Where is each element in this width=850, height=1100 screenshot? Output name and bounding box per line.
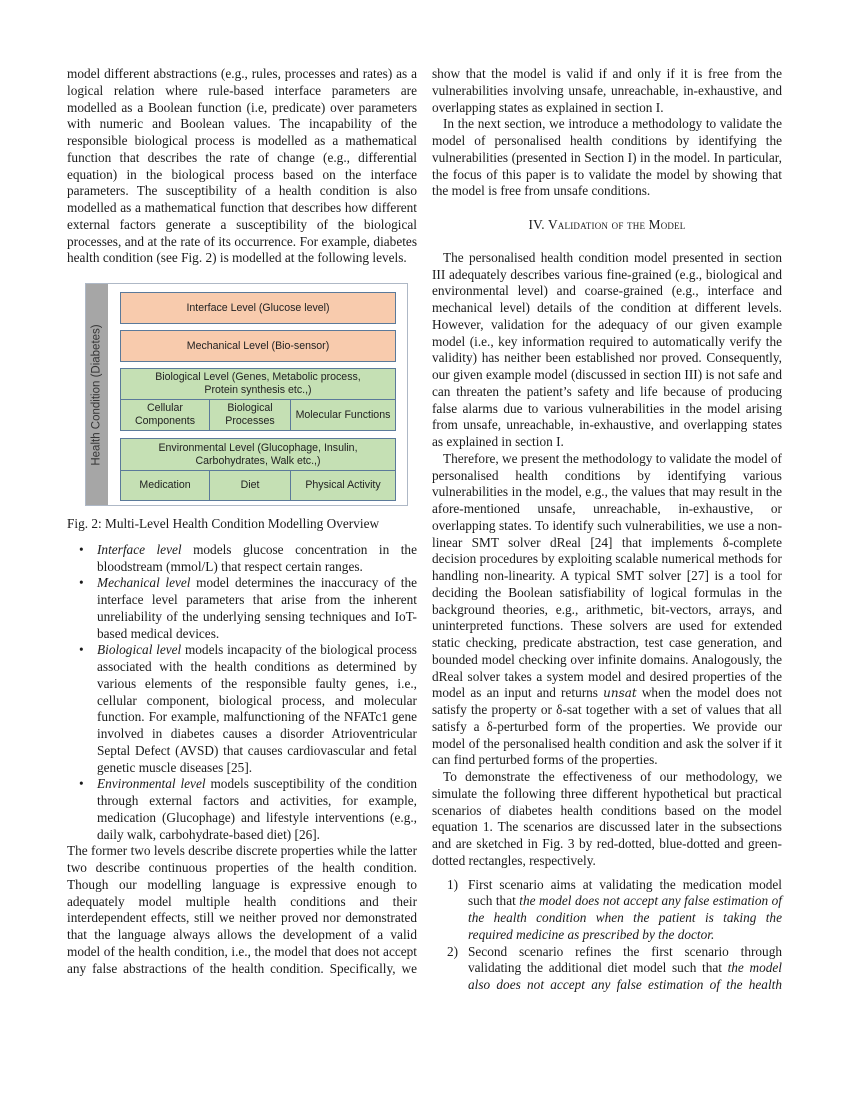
list-item-interface-level	[67, 542, 417, 576]
environmental-level-box	[120, 438, 396, 471]
environmental-level-label: Environmental Level (Glucophage, Insulin, Carbohydrates, Walk etc.,)	[158, 441, 358, 467]
cellular-components-label: Cellular Components	[134, 402, 196, 427]
figure-side-label: Health Condition (Diabetes)	[90, 323, 103, 466]
medication-label: Medication	[139, 479, 191, 491]
left-column	[67, 66, 417, 977]
list-item-mechanical-level	[67, 575, 417, 642]
figure-side-bar	[86, 284, 108, 505]
scenario-2-text: Second scenario refines the first scenario through validating the additional diet model such that	[468, 943, 782, 976]
figure-caption: Fig. 2: Multi-Level Health Condition Modelling Overview	[67, 516, 380, 531]
levels-list	[67, 542, 417, 844]
section-heading: IV. Validation of the Model	[528, 217, 686, 232]
figure-multi-level-health-condition	[85, 283, 408, 506]
list-item-scenario-2	[432, 944, 782, 994]
physical-activity-label: Physical Activity	[305, 479, 381, 491]
scenario-number: 1)	[447, 876, 459, 892]
list-item-environmental-level	[67, 776, 417, 843]
math-unsat: unsat	[603, 686, 637, 701]
cellular-components-box	[120, 399, 210, 431]
term-mechanical-level: Mechanical level	[97, 575, 191, 591]
bullet-icon: •	[79, 776, 84, 792]
list-item-biological-level	[67, 642, 417, 776]
intro-paragraph: model different abstractions (e.g., rules, processes and rates) as a logical relation where rule-based interface parameters are modelled as a Boolean function (i.e, predicate) over parameters with numeric and Boolean values. The incapability of the responsible biological process is modelled as a mathematical function that describes the rate of change (e.g., differential equation) in the biological process based on the interface parameters. The susceptibility of a health condition is also modelled as a mathematical function that describes how different external factors generate a susceptibility of the biological processes, and at the rate of its occurrence. For example, diabetes health condition (see Fig. 2) is modelled at the following levels.	[67, 66, 417, 266]
interface-level-text: models glucose concentration in the bloodstream (mmol/L) that respect certain ranges.	[97, 541, 417, 574]
scenario-2-italic: the model also does not accept any false estimation of the health	[468, 960, 782, 992]
environmental-level-text: models susceptibility of the condition through external factors and activities, for example, medication (Glucophage) and lifestyle interventions (e.g., daily walk, carbohydrate-based diet) [26].	[97, 776, 417, 842]
closing-paragraph: The former two levels describe discrete properties while the latter two describe continuous properties of the health condition. Though our modelling language is expressive enough to adequately model multiple health conditions and their interdependent effects, still we neither proved nor demonstrated that the language always allows the development of a valid model of the health condition, i.e., the model that does not accept any false abstractions of the health condition. Specifically, we	[67, 843, 417, 976]
bullet-icon: •	[79, 575, 84, 591]
scenario-1-italic: the model does not accept any false estimation of the health condition when the patient is taking the required medicine as prescribed by the doctor.	[468, 893, 782, 942]
diet-label: Diet	[240, 479, 260, 491]
validation-paragraph-1: The personalised health condition model presented in section III adequately describes various fine-grained (e.g., biological and environmental level) and coarse-grained (e.g., interface and mechanical level) details of the condition at different levels. However, validation for the adequacy of our given example model (i.e., key information required to automatically verify the validity) has neither been established nor proved. Consequently, our given example model (discussed in section III) is not safe and can threaten the patient’s safety and life because of producing false alarms due to various vulnerabilities in the model arising from unsafe, unreachable, in-exhaustive, and overlapping states as explained in section I.	[432, 249, 782, 449]
molecular-functions-label: Molecular Functions	[295, 408, 391, 421]
term-biological-level: Biological level	[97, 642, 182, 658]
diet-box	[209, 470, 291, 501]
term-interface-level: Interface level	[97, 541, 182, 557]
scenario-1-text: First scenario aims at validating the medication model such that	[468, 876, 782, 909]
interface-level-box	[120, 292, 396, 324]
validation-paragraph-3: To demonstrate the effectiveness of our methodology, we simulate the following three different hypothetical but practical scenarios of diabetes health conditions based on the model equation 1. The scenarios are discussed later in the subsections and are sketched in Fig. 3 by red-dotted, blue-dotted and green-dotted rectangles, respectively.	[432, 769, 782, 868]
biological-level-text: models incapacity of the biological process associated with the health conditions as determined by various elements of the responsible faulty genes, i.e., cellular component, biological process, and molecular function. For example, malfunctioning of the NFATc1 gene involved in diabetes causes a disorder Atrioventricular Septal Defect (AVSD) that causes cardiovascular and fetal genetic muscle diseases [25].	[97, 642, 417, 775]
mechanical-level-label: Mechanical Level (Bio-sensor)	[186, 339, 330, 352]
list-item-scenario-1	[432, 877, 782, 944]
paragraph-2-text-a: Therefore, we present the methodology to validate the model of personalised health conditions by identifying various vulnerabilities in the model, e.g., the values that may result in the afore-mentioned unsafe, unreachable, in-exhaustive, or overlapping states. To identify such vulnerabilities, we use a non-linear SMT solver dReal [24] that implements δ-complete decision procedures by exploiting scalable numerical methods for handling non-linearity. A typical SMT solver [27] is a tool for deciding the Boolean satisfiability of logical formulas in the background theories, e.g., arithmetic, bit-vectors, arrays, and uninterpreted functions. These solvers are used for extended static checking, predicate abstraction, test case generation, and bounded model checking over infinite domains. Analogously, the dReal solver takes a system model and desired properties of the model as an input and returns	[432, 450, 782, 701]
next-section-paragraph: In the next section, we introduce a methodology to validate the model of personalised health conditions by identifying the vulnerabilities (presented in Section I) in the model. In particular, the focus of this paper is to validate the model by showing that the model is free from unsafe conditions.	[432, 116, 782, 199]
bullet-icon: •	[79, 642, 84, 658]
right-column	[432, 66, 782, 994]
biological-processes-box	[209, 399, 291, 431]
interface-level-label: Interface Level (Glucose level)	[186, 301, 330, 314]
term-environmental-level: Environmental level	[97, 776, 206, 792]
physical-activity-box	[290, 470, 396, 501]
molecular-functions-box	[290, 399, 396, 431]
scenario-number: 2)	[447, 943, 459, 959]
validation-paragraph-2	[432, 451, 782, 769]
biological-level-label: Biological Level (Genes, Metabolic process, Protein synthesis etc.,)	[155, 371, 361, 396]
bullet-icon: •	[79, 541, 84, 557]
scenarios-list	[432, 877, 782, 994]
mechanical-level-box	[120, 330, 396, 362]
mechanical-level-text: model determines the inaccuracy of the interface level parameters that arise from the inherent unreliability of the underlying sensing techniques and IoT-based medical devices.	[97, 575, 417, 641]
continuation-paragraph: show that the model is valid if and only if it is free from the vulnerabilities involving unsafe, unreachable, in-exhaustive, and overlapping states as explained in section I.	[432, 66, 782, 115]
biological-processes-label: Biological Processes	[225, 402, 275, 427]
paragraph-2-text-b: when the model does not satisfy the property or δ-sat together with a set of values that all satisfy a δ-perturbed form of the properties. We provide our model of the personalised health condition and ask the solver if it can find perturbed forms of the properties.	[432, 685, 782, 768]
medication-box	[120, 470, 210, 501]
biological-level-box	[120, 368, 396, 400]
